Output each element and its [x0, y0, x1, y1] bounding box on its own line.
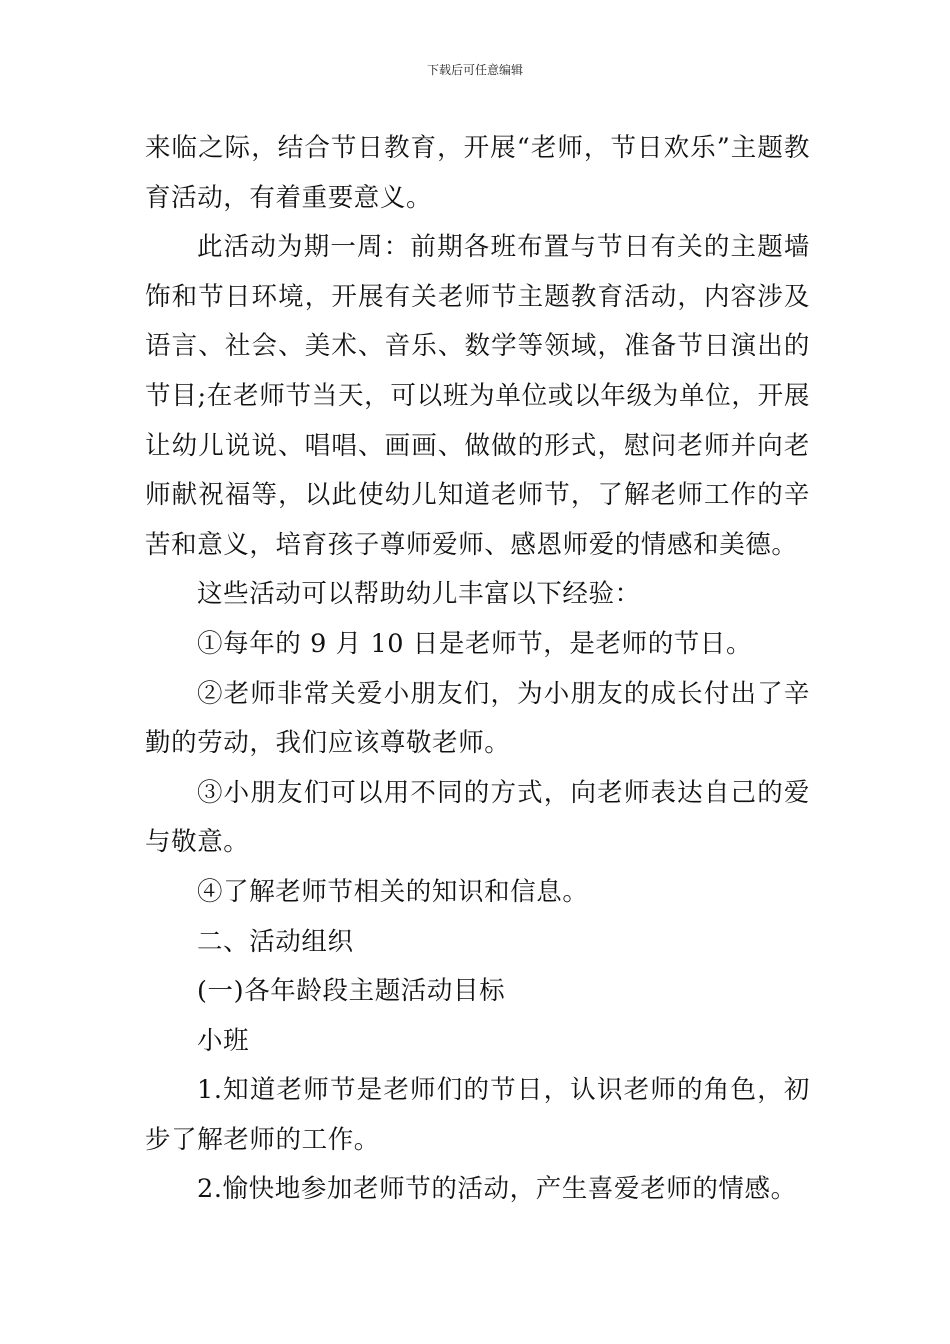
- paragraph: 此活动为期一周：前期各班布置与节日有关的主题墙饰和节日环境，开展有关老师节主题教育活动，内容涉及语言、社会、美术、音乐、数学等领域，准备节日演出的节目;在老师节当天，可以班为单位或以年级为单位，开展让幼儿说说、唱唱、画画、做做的形式，慰问老师并向老师献祝福等，以此使幼儿知道老师节，了解老师工作的辛苦和意义，培育孩子尊师爱师、感恩师爱的情感和美德。: [145, 232, 810, 560]
- paragraph: 来临之际，结合节日教育，开展“老师，节日欢乐”主题教育活动，有着重要意义。: [145, 133, 810, 213]
- goal-item: 1.知道老师节是老师们的节日，认识老师的角色，初步了解老师的工作。: [145, 1075, 810, 1155]
- page-header-note: 下载后可任意编辑: [426, 63, 523, 77]
- list-item: ④了解老师节相关的知识和信息。: [197, 876, 589, 907]
- subsection-heading: (一)各年龄段主题活动目标: [197, 976, 506, 1007]
- list-item: ②老师非常关爱小朋友们，为小朋友的成长付出了辛勤的劳动，我们应该尊敬老师。: [145, 678, 810, 759]
- document-body: [145, 124, 810, 1215]
- list-item: ③小朋友们可以用不同的方式，向老师表达自己的爱与敬意。: [145, 777, 810, 858]
- section-heading: 二、活动组织: [197, 926, 354, 957]
- goal-item: 2.愉快地参加老师节的活动，产生喜爱老师的情感。: [197, 1174, 797, 1205]
- paragraph: 这些活动可以帮助幼儿丰富以下经验：: [197, 579, 641, 610]
- class-level-heading: 小班: [197, 1025, 250, 1056]
- list-item: ①每年的 9 月 10 日是老师节，是老师的节日。: [197, 628, 753, 659]
